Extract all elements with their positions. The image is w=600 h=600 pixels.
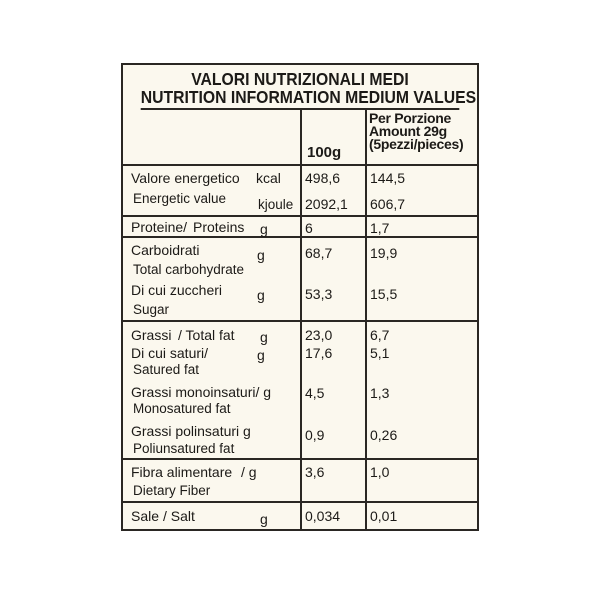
column-header-portion-3: (5pezzi/pieces) <box>369 136 464 152</box>
fiber-100: 3,6 <box>305 464 325 480</box>
column-header-portion-2: Amount 29g <box>369 123 447 139</box>
saturated-portion: 5,1 <box>370 345 390 361</box>
energy-label-it: Valore energetico <box>131 170 240 186</box>
protein-label-en: Proteins <box>193 219 245 235</box>
row-divider-fat <box>123 458 479 460</box>
poly-portion: 0,26 <box>370 427 398 443</box>
sugar-label-en: Sugar <box>133 302 170 317</box>
row-divider-carbs <box>123 320 479 322</box>
saturated-label-en: Satured fat <box>133 362 200 377</box>
poly-label-en: Poliunsatured fat <box>133 441 235 456</box>
mono-portion: 1,3 <box>370 385 390 401</box>
saturated-100: 17,6 <box>305 345 333 361</box>
energy-100-kj: 2092,1 <box>305 196 348 212</box>
fiber-portion: 1,0 <box>370 464 390 480</box>
energy-unit-kj: kjoule <box>258 197 294 212</box>
carbs-label-it: Carboidrati <box>131 242 200 258</box>
carbs-portion: 19,9 <box>370 245 398 261</box>
energy-unit-kcal: kcal <box>256 170 281 186</box>
fiber-label-it: Fibra alimentare <box>131 464 233 480</box>
energy-portion-kj: 606,7 <box>370 196 406 212</box>
sugar-100: 53,3 <box>305 286 333 302</box>
sugar-portion: 15,5 <box>370 286 398 302</box>
protein-portion: 1,7 <box>370 220 390 236</box>
column-header-portion-1: Per Porzione <box>369 110 451 126</box>
salt-label-en: / Salt <box>163 508 195 524</box>
mono-label-it: Grassi monoinsaturi/ g <box>131 384 272 400</box>
title-english: NUTRITION INFORMATION MEDIUM VALUES <box>140 87 477 107</box>
fat-unit: g <box>260 329 268 345</box>
sugar-label-it: Di cui zuccheri <box>131 282 223 298</box>
fiber-label-en: Dietary Fiber <box>133 483 211 498</box>
fiber-unit: / g <box>241 464 257 480</box>
sugar-unit: g <box>257 287 265 303</box>
carbs-label-en: Total carbohydrate <box>133 262 245 277</box>
poly-label-it: Grassi polinsaturi g <box>131 423 251 439</box>
row-divider-header <box>123 164 479 166</box>
energy-100-kcal: 498,6 <box>305 170 341 186</box>
salt-unit: g <box>260 511 268 527</box>
protein-unit: g <box>260 221 268 237</box>
fat-label-it: Grassi <box>131 327 172 343</box>
fat-100: 23,0 <box>305 327 333 343</box>
mono-100: 4,5 <box>305 385 325 401</box>
salt-100: 0,034 <box>305 508 341 524</box>
poly-100: 0,9 <box>305 427 325 443</box>
title-italian: VALORI NUTRIZIONALI MEDI <box>191 69 409 89</box>
label-header <box>140 65 477 110</box>
row-divider-energy <box>123 215 479 217</box>
salt-label-it: Sale <box>131 508 160 524</box>
nutrition-label <box>121 63 479 531</box>
fat-label-en: / Total fat <box>178 327 235 343</box>
row-divider-protein <box>123 236 479 238</box>
energy-portion-kcal: 144,5 <box>370 170 406 186</box>
carbs-unit: g <box>257 247 265 263</box>
mono-label-en: Monosatured fat <box>133 401 231 416</box>
salt-portion: 0,01 <box>370 508 398 524</box>
energy-label-en: Energetic value <box>133 191 227 206</box>
saturated-label-it: Di cui saturi/ <box>131 345 209 361</box>
carbs-100: 68,7 <box>305 245 333 261</box>
column-header-100g: 100g <box>307 144 342 161</box>
fat-portion: 6,7 <box>370 327 390 343</box>
row-divider-fiber <box>123 501 479 503</box>
protein-label-it: Proteine/ <box>131 219 188 235</box>
protein-100: 6 <box>305 220 313 236</box>
saturated-unit: g <box>257 347 265 363</box>
